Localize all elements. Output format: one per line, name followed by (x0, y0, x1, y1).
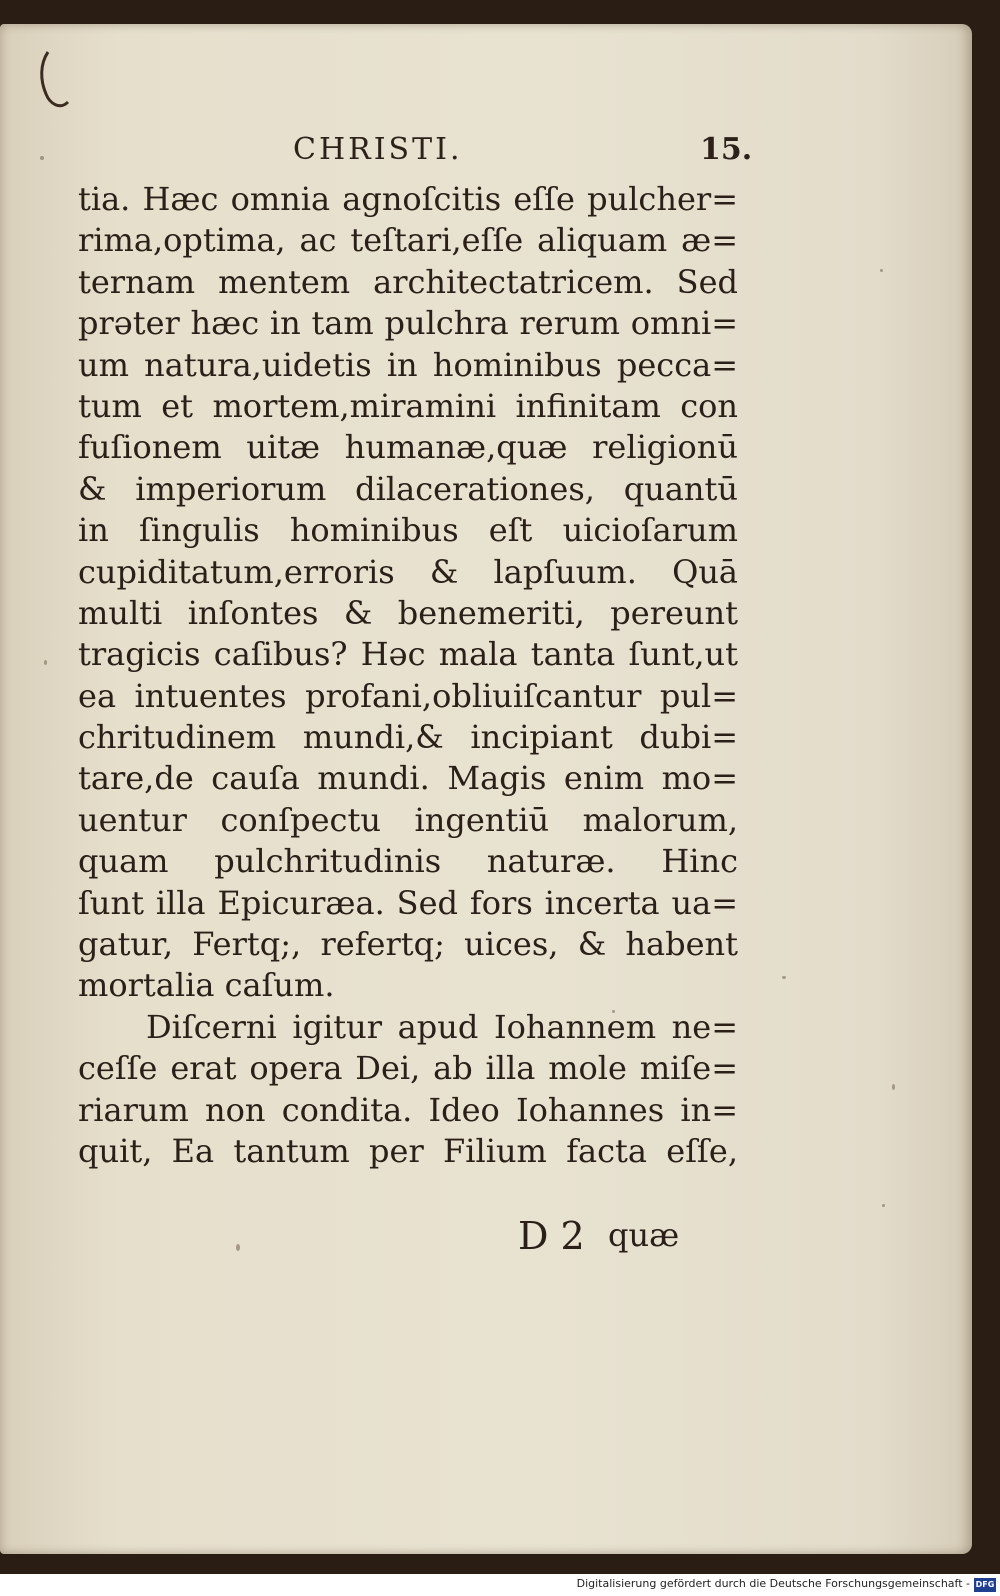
text-line: in ſingulis hominibus eſt uicioſarum (78, 511, 738, 550)
text-line: & imperiorum dilacerationes, quantū (78, 469, 738, 508)
paper-speck (880, 269, 883, 272)
paper-speck (782, 976, 786, 979)
text-line: ſunt illa Epicuræa. Sed fors incerta ua= (78, 883, 738, 922)
paper-speck (892, 1084, 895, 1090)
book-page (0, 24, 972, 1554)
text-line: mortalia caſum. (78, 966, 335, 1005)
page-header (0, 132, 972, 172)
text-line: chritudinem mundi,& incipiant dubi= (78, 718, 738, 757)
body-text (78, 179, 738, 1172)
catchline (78, 1214, 738, 1258)
text-line: prǝter hæc in tam pulchra rerum omni= (78, 304, 738, 343)
text-line: tia. Hæc omnia agnoſcitis eſſe pulcher= (78, 180, 738, 218)
text-line: Diſcerni igitur apud Iohannem ne= (146, 1007, 738, 1046)
paper-speck (44, 660, 47, 665)
text-line: tare,de cauſa mundi. Magis enim mo= (78, 759, 738, 798)
text-line: multi inſontes & benemeriti, pereunt (78, 593, 738, 632)
text-line: cupiditatum,erroris & lapſuum. Quā (78, 552, 738, 591)
text-line: fuſionem uitæ humanæ,quæ religionū (78, 428, 738, 467)
catchword: quæ (608, 1216, 680, 1254)
text-line: ea intuentes profani,obliuiſcantur pul= (78, 676, 738, 715)
text-line: gatur, Fertq;, refertq; uices, & habent (78, 925, 738, 964)
page-number: 15. (700, 132, 753, 167)
running-head: CHRISTI. (293, 132, 463, 167)
text-line: quam pulchritudinis naturæ. Hinc (78, 842, 738, 881)
text-line: ternam mentem architectatricem. Sed (78, 262, 738, 301)
text-line: quit, Ea tantum per Filium facta eſſe, (78, 1131, 738, 1170)
text-line: tragicis caſibus? Hǝc mala tanta ſunt,ut (78, 635, 738, 674)
signature-mark: D 2 (518, 1214, 585, 1258)
ink-mark (38, 50, 72, 114)
footer-bar (0, 1574, 1000, 1596)
text-line: tum et mortem,miramini infinitam con (78, 386, 738, 425)
text-line: um natura,uidetis in hominibus pecca= (78, 345, 738, 384)
funding-credit: Digitalisierung gefördert durch die Deutsche Forschungsgemeinschaft - (576, 1577, 970, 1590)
text-line: uentur conſpectu ingentiū malorum, (78, 800, 738, 839)
text-line: riarum non condita. Ideo Iohannes in= (78, 1090, 738, 1129)
dfg-logo: DFG (974, 1578, 996, 1592)
text-line: ceſſe erat opera Dei, ab illa mole miſe= (78, 1049, 738, 1088)
paper-speck (882, 1204, 885, 1207)
text-line: rima,optima, ac teſtari,eſſe aliquam æ= (78, 221, 738, 260)
